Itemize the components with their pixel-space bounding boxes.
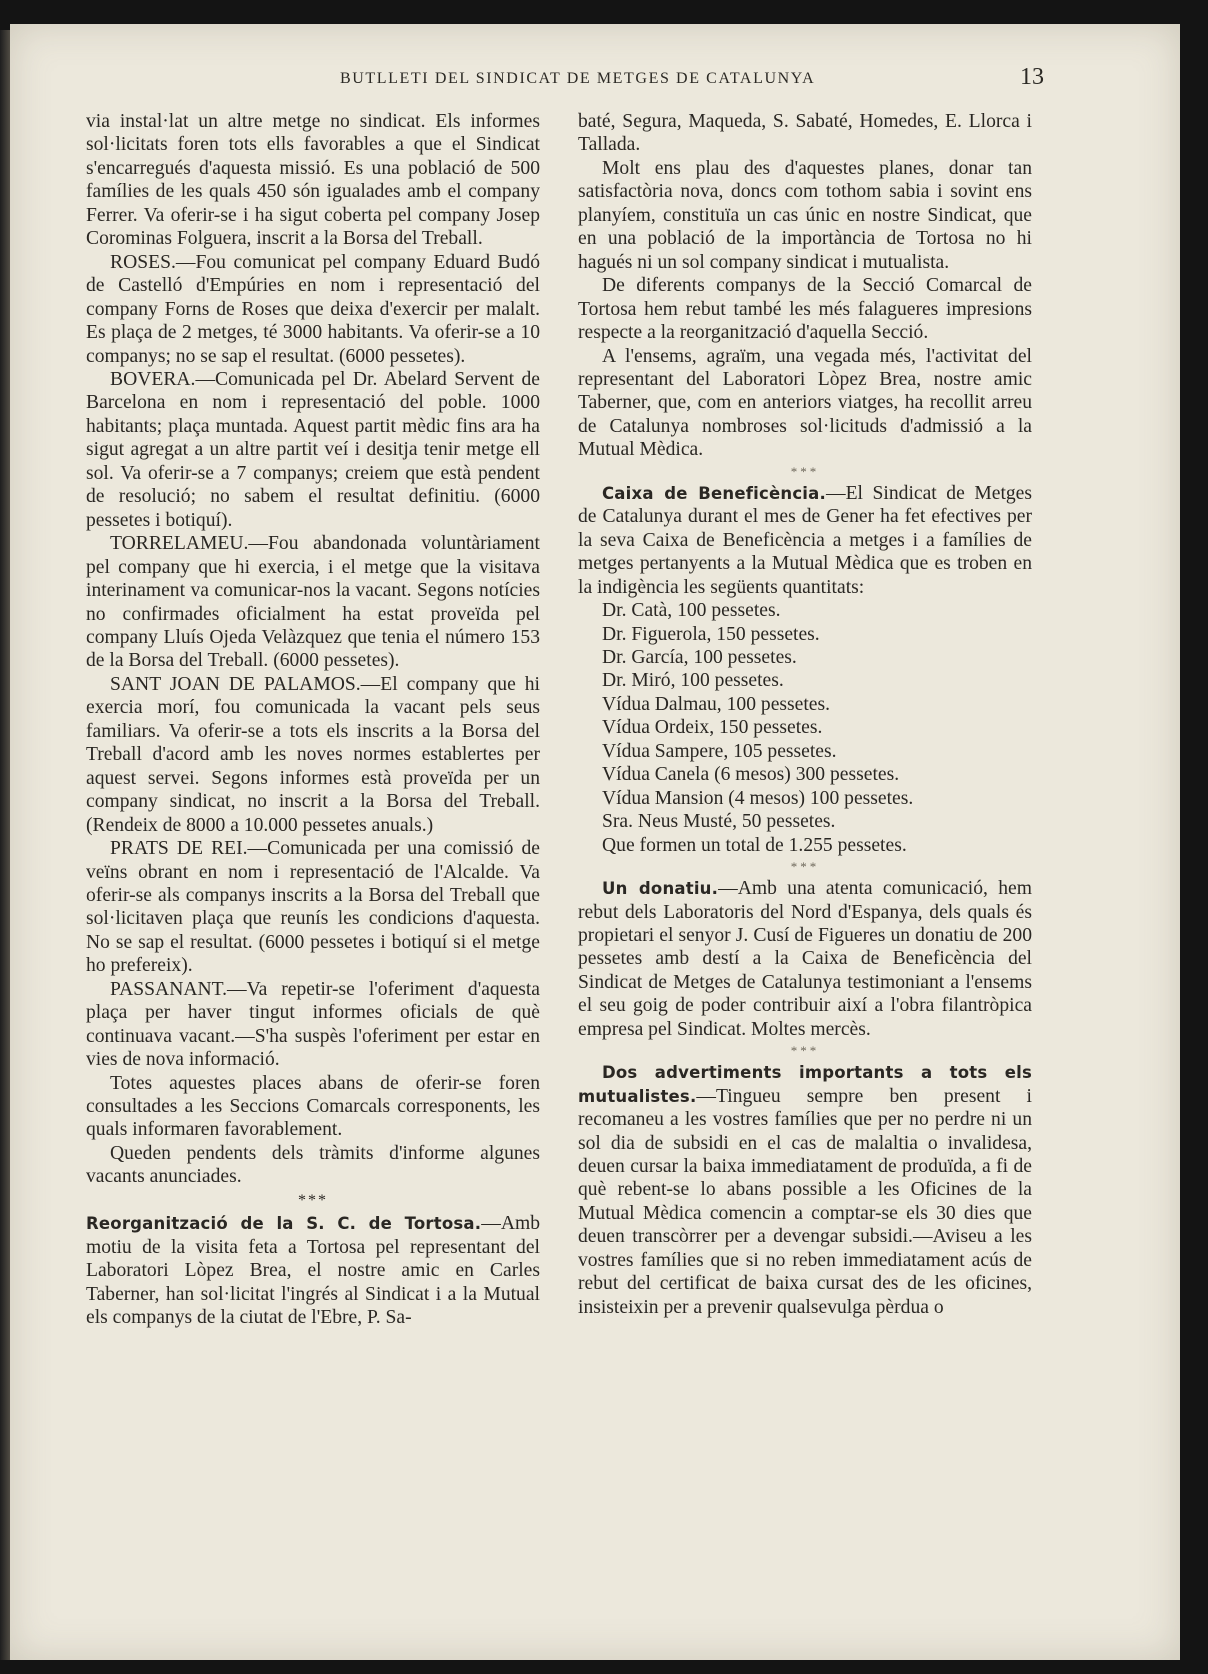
section-donatiu [578, 877, 1032, 1041]
list-item: Dr. Figuerola, 150 pessetes. [602, 623, 820, 645]
paragraph: baté, Segura, Maqueda, S. Sabaté, Homedes, E. Llorca i Tallada. [578, 111, 1032, 156]
list-item: Vídua Ordeix, 150 pessetes. [602, 717, 823, 739]
paragraph: via instal·lat un altre metge no sindicat. Els informes sol·licitats foren tots ells favorables a que el Sindicat s'encarregués d'aquesta missió. Es una població de 500 famílies de les quals 450 són igualades amb el company Ferrer. Va oferir-se i ha sigut coberta pel company Josep Corominas Folguera, inscrit a la Borsa del Treball. [86, 111, 540, 250]
paragraph-prats-de-rei: PRATS DE REI.—Comunicada per una comissió de veïns obrant en nom i representació de l'Alcalde. Va oferir-se als companys inscrits a la Borsa del Treball que sol·licitaven plaça que reunís les condicions d'aquesta. No se sap el resultat. (6000 pessetes i botiquí si el metge ho prefereix). [86, 838, 540, 977]
list-item: Vídua Canela (6 mesos) 300 pessetes. [602, 764, 900, 786]
section-caixa [578, 482, 1032, 599]
list-item: Dr. García, 100 pessetes. [602, 646, 797, 668]
list-item: Vídua Dalmau, 100 pessetes. [602, 693, 830, 715]
running-header: BUTLLETI DEL SINDICAT DE METGES DE CATALUNYA [340, 70, 816, 87]
paragraph: Molt ens plau des d'aquestes planes, donar tan satisfactòria nova, doncs com tothom sabia i sovint ens planyíem, constituïa un cas únic en nostre Sindicat, que en una població de la importància de Tortosa no hi hagués ni un sol company sindicat i mutualista. [578, 157, 1032, 273]
section-text: —Tingueu sempre ben present i recomaneu a les vostres famílies que per no perdre ni un sol dia de subsidi en el cas de malaltia o invalidesa, deuen cursar la baixa immediatament de produïda, a fi de què rebent-se lo abans possible a les Oficines de la Mutual Mèdica comencin a comptar-se els 30 dies que deuen transcòrrer per a devengar subsidi.—Aviseu a les vostres famílies que si no reben immediatament acús de rebut del certificat de baixa cursat des de les oficines, insisteixin per a prevenir qualsevulga pèrdua o [578, 1085, 1032, 1318]
paragraph: De diferents companys de la Secció Comarcal de Tortosa hem rebut també les més falagueres impresions respecte a la reorganització d'aquella Secció. [578, 275, 1032, 344]
right-column [578, 110, 1032, 1319]
paragraph-roses: ROSES.—Fou comunicat pel company Eduard Budó de Castelló d'Empúries en nom i representació del company Forns de Roses que deixa d'exercir per malalt. Es plaça de 2 metges, té 3000 habitants. Va oferir-se a 10 companys; no se sap el resultat. (6000 pessetes). [86, 251, 540, 367]
paragraph: Queden pendents dels tràmits d'informe algunes vacants anunciades. [86, 1142, 540, 1188]
list-item: Vídua Mansion (4 mesos) 100 pessetes. [602, 787, 914, 809]
section-advertiments [578, 1061, 1032, 1319]
paragraph: Totes aquestes places abans de oferir-se foren consultades a les Seccions Comarcals corresponents, les quals informaren favorablement. [86, 1072, 540, 1141]
list-item-total: Que formen un total de 1.255 pessetes. [602, 834, 907, 856]
section-heading: Un donatiu. [602, 879, 719, 899]
section-separator: *** [790, 463, 820, 479]
section-text: —El Sindicat de Metges de Catalunya durant el mes de Gener ha fet efectives per la seva Caixa de Beneficència a metges i a famílies de metges pertanyents a la Mutual Mèdica que es troben en la indigència les següents quantitats: [578, 482, 1033, 598]
paragraph-sant-joan: SANT JOAN DE PALAMOS.—El company que hi exercia morí, fou comunicada la vacant pels seus familiars. Va oferir-se a tots els inscrits a la Borsa del Treball d'acord amb les noves normes establertes per aquest servei. Segons informes està proveïda per un company sindicat, no inscrit a la Borsa del Treball. (Rendeix de 8000 a 10.000 pessetes anuals.) [86, 673, 540, 836]
paragraph-bovera: BOVERA.—Comunicada pel Dr. Abelard Servent de Barcelona en nom i representació del poble. 1000 habitants; plaça muntada. Aquest partit mèdic fins ara ha sigut agregat a un altre partit veí i desitja tenir metge ell sol. Va oferir-se a 7 companys; creiem que està pendent de resolució; no sabem el resultat definitiu. (6000 pessetes i botiquí). [86, 368, 540, 531]
paragraph: A l'ensems, agraïm, una vegada més, l'activitat del representant del Laboratori Lòpez Brea, nostre amic Taberner, que, com en anteriors viatges, ha recollit arreu de Catalunya nombroses sol·licituds d'admissió a la Mutual Mèdica. [578, 345, 1032, 461]
list-item: Vídua Sampere, 105 pessetes. [602, 740, 837, 762]
section-tortosa [86, 1212, 540, 1329]
paragraph-passanant: PASSANANT.—Va repetir-se l'oferiment d'aquesta plaça per haver tingut informes oficials de què continuava vacant.—S'ha suspès l'oferiment per estar en vies de nova informació. [86, 978, 540, 1071]
section-heading: Reorganització de la S. C. de Tortosa. [86, 1214, 482, 1234]
list-item: Dr. Miró, 100 pessetes. [602, 670, 784, 692]
section-separator: *** [790, 859, 820, 875]
list-item: Dr. Catà, 100 pessetes. [602, 600, 781, 622]
left-column [86, 110, 540, 1330]
section-separator: *** [298, 1191, 328, 1209]
list-item: Sra. Neus Musté, 50 pessetes. [602, 811, 836, 833]
amounts-list [578, 599, 1032, 857]
section-text: —Amb motiu de la visita feta a Tortosa pel representant del Laboratori Lòpez Brea, el nostre amic en Carles Taberner, han sol·licitat l'ingrés al Sindicat i a la Mutual els companys de la ciutat de l'Ebre, P. Sa- [86, 1213, 540, 1329]
page-number: 13 [1020, 64, 1044, 90]
section-heading: Caixa de Beneficència. [602, 483, 826, 503]
section-separator: *** [790, 1043, 820, 1059]
paragraph-torrelameu: TORRELAMEU.—Fou abandonada voluntàriament pel company que hi exercia, i el metge que la visitava interinament va comunicar-nos la vacant. Segons notícies no confirmades oficialment ha estat proveïda pel company Lluís Ojeda Velàzquez que tenia el número 153 de la Borsa del Treball. (6000 pessetes). [86, 533, 540, 672]
section-text: —Amb una atenta comunicació, hem rebut dels Laboratoris del Nord d'Espanya, dels quals és propietari el senyor J. Cusí de Figueres un donatiu de 200 pessetes amb destí a la Caixa de Beneficència del Sindicat de Metges de Catalunya testimoniant a l'ensems el seu goig de poder contribuir així a l'obra filantròpica empresa pel Sindicat. Moltes mercès. [578, 878, 1032, 1040]
section-heading: Dos advertiments importants a tots els mutualistes. [578, 1063, 1032, 1106]
